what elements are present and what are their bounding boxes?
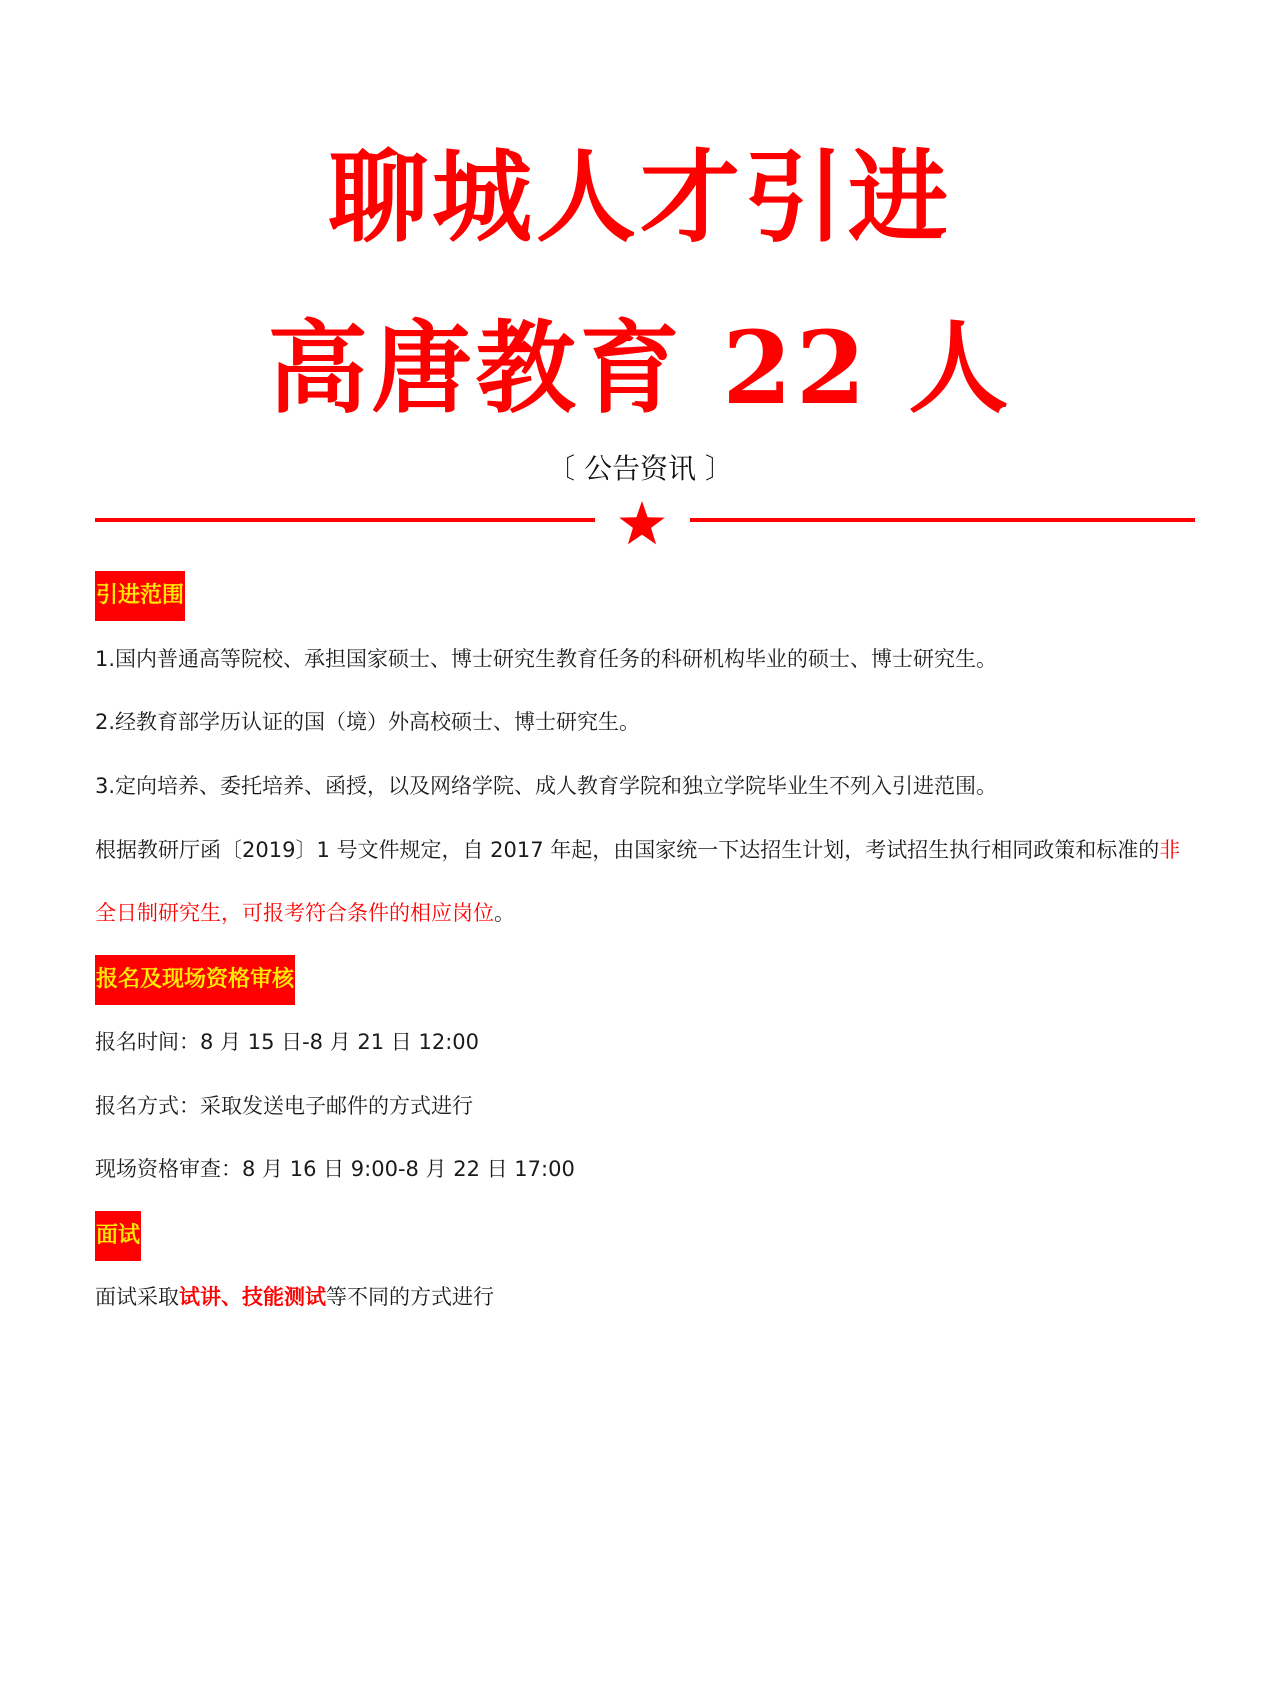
subtitle: 〔 公告资讯 〕 bbox=[547, 452, 733, 485]
scope-note-text: 根据教研厅函〔2019〕1 号文件规定，自 2017 年起，由国家统一下达招生计划，考试招生执行相同政策和标准的 bbox=[95, 838, 1160, 862]
registration-time: 报名时间：8 月 15 日-8 月 21 日 12:00 bbox=[95, 1030, 479, 1054]
qualification-review: 现场资格审查：8 月 16 日 9:00-8 月 22 日 17:00 bbox=[95, 1157, 575, 1181]
section-tag-interview: 面试 bbox=[95, 1211, 141, 1261]
star-divider bbox=[95, 500, 1195, 560]
scope-note-highlight-1: 非 bbox=[1159, 838, 1181, 862]
section-tag-scope: 引进范围 bbox=[95, 571, 185, 621]
page-title-line-1: 聊城人才引进 bbox=[328, 138, 952, 256]
scope-item-2: 2.经教育部学历认证的国（境）外高校硕士、博士研究生。 bbox=[95, 710, 641, 734]
interview-suffix: 等不同的方式进行 bbox=[326, 1285, 494, 1309]
section-tag-registration: 报名及现场资格审核 bbox=[95, 955, 295, 1005]
scope-note-end: 。 bbox=[494, 901, 515, 925]
interview-method bbox=[95, 1277, 1205, 1317]
interview-highlight: 试讲、技能测试 bbox=[179, 1285, 326, 1309]
registration-method: 报名方式：采取发送电子邮件的方式进行 bbox=[95, 1094, 473, 1118]
star-icon bbox=[619, 501, 665, 544]
scope-note-highlight-2: 全日制研究生，可报考符合条件的相应岗位 bbox=[95, 901, 494, 925]
scope-note-continued bbox=[95, 893, 1205, 933]
scope-note bbox=[95, 830, 1205, 870]
scope-item-1: 1.国内普通高等院校、承担国家硕士、博士研究生教育任务的科研机构毕业的硕士、博士研究生。 bbox=[95, 647, 998, 671]
page-title-line-2: 高唐教育 22 人 bbox=[267, 309, 1013, 427]
scope-item-3: 3.定向培养、委托培养、函授，以及网络学院、成人教育学院和独立学院毕业生不列入引进范围。 bbox=[95, 774, 998, 798]
interview-prefix: 面试采取 bbox=[95, 1285, 179, 1309]
